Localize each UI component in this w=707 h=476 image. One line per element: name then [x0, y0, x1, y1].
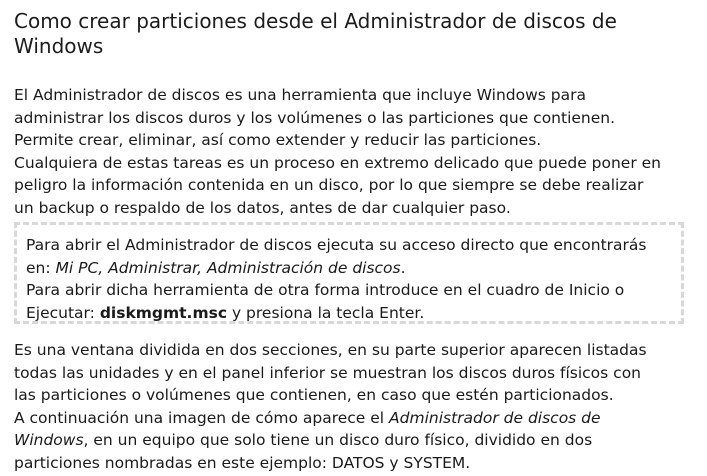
- tip-text: y presiona la tecla Enter.: [227, 303, 425, 322]
- description-line: particiones nombradas en este ejemplo: DATOS y SYSTEM.: [14, 453, 471, 472]
- intro-line: Cualquiera de estas tareas es un proceso en extremo delicado que puede poner en: [14, 153, 662, 172]
- tip-command-bold: diskmgmt.msc: [99, 303, 228, 322]
- tip-line: Para abrir dicha herramienta de otra forma introduce en el cuadro de Inicio o: [26, 281, 625, 299]
- intro-line: El Administrador de discos es una herramienta que incluye Windows para: [14, 86, 586, 104]
- description-line: las particiones o volúmenes que contienen, en caso que estén particionados.: [14, 386, 614, 404]
- tip-line: [26, 257, 681, 280]
- description-line: [14, 407, 700, 430]
- description-italic: Windows: [14, 431, 84, 449]
- intro-line: peligro la información contenida en un disco, por lo que siempre se debe realizar: [14, 176, 644, 194]
- tip-text: Ejecutar:: [26, 303, 100, 322]
- description-text: , en un equipo que solo tiene un disco duro físico, dividido en dos: [83, 431, 593, 449]
- intro-line: administrar los discos duros y los volúmenes o las particiones que contienen.: [14, 108, 616, 127]
- intro-line: Permite crear, eliminar, así como extender y reducir las particiones.: [14, 131, 542, 149]
- intro-line: un backup o respaldo de los datos, antes de dar cualquier paso.: [14, 198, 511, 217]
- description-line: [14, 429, 700, 452]
- description-line: Es una ventana dividida en dos secciones, en su parte superior aparecen listadas: [14, 341, 647, 359]
- description-paragraph: [14, 339, 700, 474]
- tip-text: en:: [26, 258, 56, 277]
- description-text: A continuación una imagen de cómo aparece el: [14, 408, 390, 427]
- tip-path-italic: Mi PC, Administrar, Administración de discos: [55, 258, 401, 277]
- article-title: Como crear particiones desde el Administrador de discos de Windows: [14, 9, 617, 58]
- tip-box: [14, 222, 684, 324]
- tip-line: [26, 302, 681, 325]
- intro-paragraph: [14, 84, 700, 219]
- tip-line: Para abrir el Administrador de discos ejecuta su acceso directo que encontrarás: [26, 236, 647, 254]
- description-italic: Administrador de discos de: [389, 408, 601, 427]
- description-line: todas las unidades y en el panel inferior se muestran los discos duros físicos con: [14, 363, 642, 382]
- tip-text: .: [400, 258, 406, 277]
